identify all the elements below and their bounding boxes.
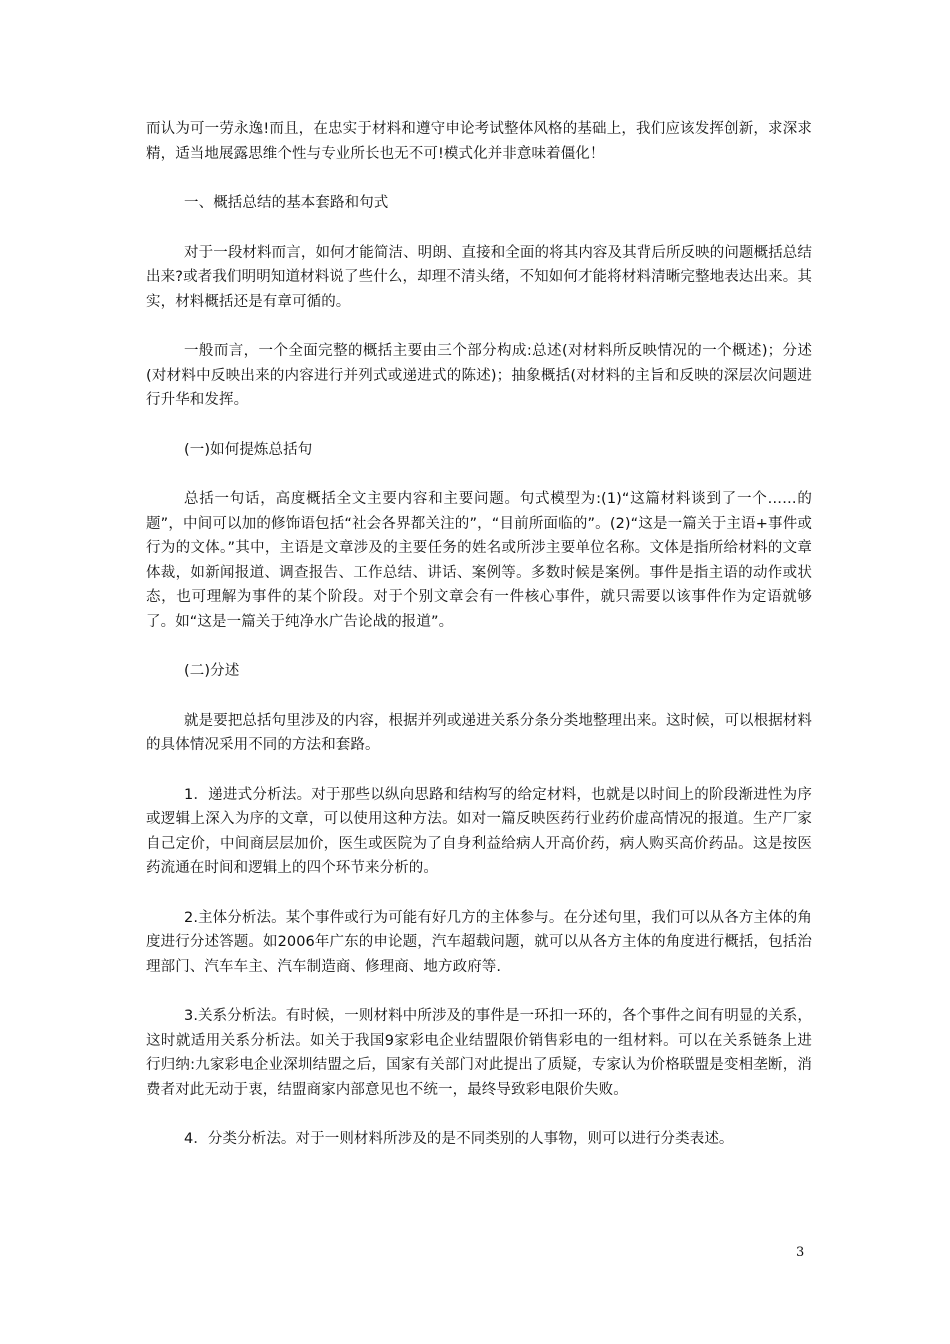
paragraph: 对于一段材料而言，如何才能简洁、明朗、直接和全面的将其内容及其背后所反映的问题概括总结出来?或者我们明明知道材料说了些什么，却理不清头绪，不知如何才能将材料清晰完整地表达出来。其实，材料概括还是有章可循的。 <box>146 244 812 310</box>
paragraph: 就是要把总括句里涉及的内容，根据并列或递进关系分条分类地整理出来。这时候，可以根据材料的具体情况采用不同的方法和套路。 <box>146 712 812 753</box>
subsection-heading-1: (一)如何提炼总括句 <box>184 441 313 458</box>
subsection-heading-2: (二)分述 <box>184 663 240 679</box>
document-body <box>146 117 812 1177</box>
method-item-3: 3.关系分析法。有时候，一则材料中所涉及的事件是一环扣一环的，各个事件之间有明显的关系，这时就适用关系分析法。如关于我国9家彩电企业结盟限价销售彩电的一组材料。可以在关系链条上进行归纳:九家彩电企业深圳结盟之后，国家有关部门对此提出了质疑，专家认为价格联盟是变相垄断，消费者对此无动于衷，结盟商家内部意见也不统一，最终导致彩电限价失败。 <box>146 1008 812 1098</box>
page-number: 3 <box>796 1245 805 1260</box>
method-item-2: 2.主体分析法。某个事件或行为可能有好几方的主体参与。在分述句里，我们可以从各方主体的角度进行分述答题。如2006年广东的申论题，汽车超载问题，就可以从各方主体的角度进行概括，包括治理部门、汽车车主、汽车制造商、修理商、地方政府等. <box>146 909 812 975</box>
paragraph: 总括一句话，高度概括全文主要内容和主要问题。句式模型为:(1)“这篇材料谈到了一个……的题”，中间可以加的修饰语包括“社会各界都关注的”，“目前所面临的”。(2)“这是一篇关于主语+事件或行为的文体。”其中，主语是文章涉及的主要任务的姓名或所涉主要单位名称。文体是指所给材料的文章体裁，如新闻报道、调查报告、工作总结、讲话、案例等。多数时候是案例。事件是指主语的动作或状态，也可理解为事件的某个阶段。对于个别文章会有一件核心事件，就只需要以该事件作为定语就够了。如“这是一篇关于纯净水广告论战的报道”。 <box>146 491 812 630</box>
method-item-1: 1．递进式分析法。对于那些以纵向思路和结构写的给定材料，也就是以时间上的阶段渐进性为序或逻辑上深入为序的文章，可以使用这种方法。如对一篇反映医药行业药价虚高情况的报道。生产厂家自己定价，中间商层层加价，医生或医院为了自身利益给病人开高价药，病人购买高价药品。这是按医药流通在时间和逻辑上的四个环节来分析的。 <box>146 786 812 876</box>
paragraph: 一般而言，一个全面完整的概括主要由三个部分构成:总述(对材料所反映情况的一个概述)；分述(对材料中反映出来的内容进行并列式或递进式的陈述)；抽象概括(对材料的主旨和反映的深层次问题进行升华和发挥。 <box>146 343 812 408</box>
paragraph-continued: 而认为可一劳永逸!而且，在忠实于材料和遵守申论考试整体风格的基础上，我们应该发挥创新，求深求精，适当地展露思维个性与专业所长也无不可!模式化并非意味着僵化！ <box>146 121 812 162</box>
method-item-4: 4．分类分析法。对于一则材料所涉及的是不同类别的人事物，则可以进行分类表述。 <box>184 1131 734 1147</box>
section-heading-1: 一、概括总结的基本套路和句式 <box>184 195 389 211</box>
